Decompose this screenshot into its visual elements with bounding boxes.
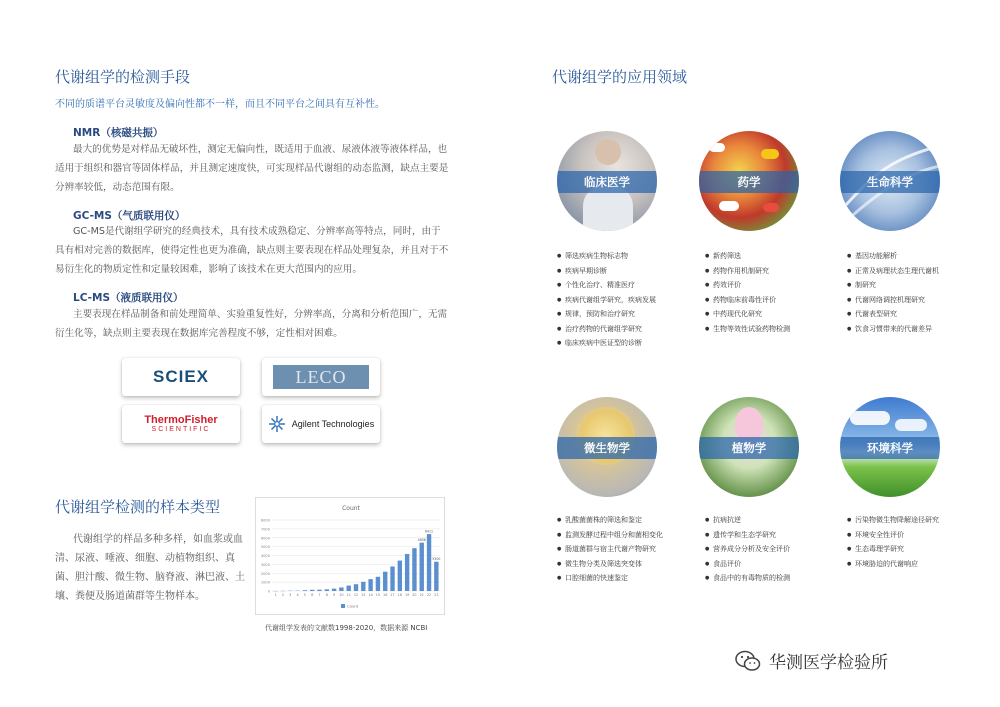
gcms-text: GC-MS是代谢组学研究的经典技术，具有技术成熟稳定、分辨率高等特点，同时，由于具有相对完善的数据库，使得定性也更为准确，缺点则主要表现在样品处理复杂，并且对于不易衍生化的物质定性和定量较困难，影响了该技术在更大范围内的应用。: [55, 226, 449, 275]
list-item: ● 微生物分类及筛选突变体: [557, 557, 707, 572]
chart-bar: [390, 566, 394, 591]
y-tick-label: 0: [267, 589, 270, 594]
botany-list: [705, 513, 855, 586]
x-tick-label: 23: [434, 593, 439, 597]
x-tick-label: 10: [339, 593, 344, 597]
list-item: ● 监测发酵过程中组分和菌相变化: [557, 528, 707, 543]
chart-bar: [405, 554, 409, 591]
chart-bar: [303, 590, 307, 591]
thermofisher-logo: [122, 405, 240, 443]
legend-label: Count: [347, 603, 359, 609]
list-item: ● 个性化治疗、精准医疗: [557, 278, 707, 293]
chart-bar: [310, 590, 314, 591]
thermofisher-logo-sub: SCIENTIFIC: [151, 426, 211, 433]
list-item: ● 食品评价: [705, 557, 855, 572]
chart-bar: [434, 562, 438, 591]
life-science-list: [847, 249, 997, 336]
x-tick-label: 9: [333, 593, 336, 597]
x-tick-label: 20: [412, 593, 417, 597]
wechat-icon: [735, 650, 761, 672]
list-item: ● 临床疾病中医证型的诊断: [557, 336, 707, 351]
microbiology-list: [557, 513, 707, 586]
list-item: ● 药物作用机制研究: [705, 264, 855, 279]
pharmacy-image: [699, 131, 799, 231]
x-tick-label: 12: [353, 593, 359, 597]
chart-bar: [398, 561, 402, 591]
agilent-logo: [262, 405, 380, 443]
leco-logo: [262, 358, 380, 396]
list-item: ● 筛选疾病生物标志物: [557, 249, 707, 264]
list-item: ● 新药筛选: [705, 249, 855, 264]
lcms-heading: LC-MS（液质联用仪）: [73, 292, 184, 304]
gcms-heading: GC-MS（气质联用仪）: [73, 210, 186, 222]
list-item: ● 代谢表型研究: [847, 307, 997, 322]
list-item: ● 环境安全性评价: [847, 528, 997, 543]
lcms-text: 主要表现在样品制备和前处理简单、实验重复性好，分辨率高，分离和分析范围广，无需衍生化等，缺点则主要表现在数据库完善程度不够，定性相对困难。: [55, 309, 448, 339]
chart-title: Count: [342, 505, 360, 512]
list-item: ● 疾病代谢组学研究，疾病发展: [557, 293, 707, 308]
sciex-logo-text: SCIEX: [152, 367, 210, 386]
data-label: 3300: [432, 557, 441, 562]
chart-bar: [376, 577, 380, 591]
list-item: ● 饮食习惯带来的代谢差异: [847, 322, 997, 337]
list-item: ● 疾病早期诊断: [557, 264, 707, 279]
pharmacy-list: [705, 249, 855, 336]
list-item: ● 基因功能解析: [847, 249, 997, 264]
x-tick-label: 11: [346, 593, 351, 597]
data-label: 4856: [417, 538, 426, 543]
chart-bar: [339, 587, 343, 591]
life-science-label: 生命科学: [867, 175, 913, 189]
legend-swatch: [341, 604, 345, 608]
chart-bar: [368, 579, 372, 591]
section-subtitle: 不同的质谱平台灵敏度及偏向性都不一样，而且不同平台之间具有互补性。: [55, 99, 385, 110]
botany-image: [699, 397, 799, 497]
y-tick-label: 6000: [260, 536, 270, 541]
list-item: ● 营养成分分析及安全评价: [705, 542, 855, 557]
list-item: ● 药效评价: [705, 278, 855, 293]
list-item: ● 生物等效性试验药物检测: [705, 322, 855, 337]
y-tick-label: 2000: [260, 571, 270, 576]
clinical-medicine-image: [557, 131, 657, 231]
list-item: ● 规律，预防和治疗研究: [557, 307, 707, 322]
y-tick-label: 7000: [260, 527, 270, 532]
sample-types-text: 代谢组学的样品多种多样，如血浆或血清、尿液、唾液、细胞、动植物组织、真菌、胆汁酸、微生物、脑脊液、淋巴液、土壤、粪便及肠道菌群等生物样本。: [55, 534, 245, 602]
x-tick-label: 14: [368, 593, 373, 597]
environmental-science-list: [847, 513, 997, 571]
x-tick-label: 17: [390, 593, 395, 597]
x-tick-label: 8: [325, 593, 328, 597]
chart-svg: [256, 498, 446, 616]
sciex-logo: [122, 358, 240, 396]
x-tick-label: 13: [361, 593, 366, 597]
x-tick-label: 2: [281, 593, 285, 597]
chart-bar: [325, 589, 329, 591]
nmr-heading: NMR（核磁共振）: [73, 127, 164, 139]
clinical-medicine-label: 临床医学: [584, 175, 630, 189]
x-tick-label: 7: [318, 593, 321, 597]
x-tick-label: 16: [383, 593, 388, 597]
list-item: ● 治疗药物的代谢组学研究: [557, 322, 707, 337]
microbiology-label: 微生物学: [584, 441, 630, 455]
list-item: ● 药物临床前毒性评价: [705, 293, 855, 308]
chart-bar: [347, 586, 351, 591]
list-item: ● 正常及病理状态生理代谢机: [847, 264, 997, 279]
chart-bar: [420, 543, 424, 591]
x-tick-label: 6: [311, 593, 314, 597]
microbiology-image: [557, 397, 657, 497]
y-tick-label: 5000: [260, 545, 270, 550]
x-tick-label: 1: [274, 593, 277, 597]
x-tick-label: 3: [289, 593, 292, 597]
botany-label: 植物学: [731, 441, 767, 455]
leco-logo-text: LECO: [295, 366, 347, 387]
nmr-text: 最大的优势是对样品无破坏性，测定无偏向性，既适用于血液、尿液体液等液体样品，也适用于组织和器官等固体样品，并且测定速度快，可实现样品代谢组的动态监测，缺点主要是分辨率较低，动态范围有限。: [55, 144, 449, 193]
section-title-sample-types: 代谢组学检测的样本类型: [55, 498, 221, 516]
agilent-logo-text: Agilent Technologies: [291, 419, 375, 429]
pharmacy-label: 药学: [737, 175, 761, 189]
x-tick-label: 19: [404, 593, 410, 597]
chart-caption: 代谢组学发表的文献数1998-2020，数据来源 NCBI: [265, 624, 428, 632]
thermofisher-logo-text: ThermoFisher: [144, 414, 218, 426]
x-tick-label: 4: [296, 593, 299, 597]
list-item: ● 遗传学和生态学研究: [705, 528, 855, 543]
life-science-image: [840, 131, 940, 231]
list-item: ● 肠道菌群与宿主代谢产物研究: [557, 542, 707, 557]
wechat-watermark: [735, 648, 888, 673]
chart-bar: [317, 590, 321, 591]
list-item: ● 代谢网络调控机理研究: [847, 293, 997, 308]
data-label: 6411: [424, 529, 434, 534]
list-item: ● 食品中的有毒物质的检测: [705, 571, 855, 586]
x-tick-label: 15: [375, 593, 381, 597]
clinical-medicine-list: [557, 249, 707, 351]
list-item: ● 乳酸菌菌株的筛选和鉴定: [557, 513, 707, 528]
chart-bar: [354, 584, 358, 591]
x-tick-label: 18: [397, 593, 402, 597]
chart-bar: [412, 548, 416, 591]
list-item: ● 口腔细菌的快速鉴定: [557, 571, 707, 586]
list-item: ● 制研究: [847, 278, 997, 293]
section-title-applications: 代谢组学的应用领域: [552, 68, 688, 86]
chart-bar: [332, 589, 336, 591]
environmental-science-label: 环境科学: [867, 441, 913, 455]
list-item: ● 抗病抗逆: [705, 513, 855, 528]
list-item: ● 中药现代化研究: [705, 307, 855, 322]
chart-bar: [383, 572, 387, 591]
agilent-spark-icon: [268, 415, 286, 433]
watermark-text: 华测医学检验所: [769, 653, 888, 673]
y-tick-label: 4000: [260, 554, 270, 558]
list-item: ● 生态毒理学研究: [847, 542, 997, 557]
y-tick-label: 1000: [260, 580, 270, 585]
x-tick-label: 5: [303, 593, 306, 597]
environmental-science-image: [840, 397, 940, 497]
list-item: ● 环境胁迫的代谢响应: [847, 557, 997, 572]
section-title-detection-methods: 代谢组学的检测手段: [55, 68, 191, 86]
chart-bar: [361, 582, 365, 591]
y-tick-label: 3000: [260, 562, 270, 567]
list-item: ● 污染物微生物降解途径研究: [847, 513, 997, 528]
y-tick-label: 8000: [260, 518, 270, 523]
chart-bar: [427, 534, 431, 591]
x-tick-label: 22: [426, 593, 432, 597]
publication-count-chart: [255, 497, 445, 615]
x-tick-label: 21: [419, 593, 424, 597]
